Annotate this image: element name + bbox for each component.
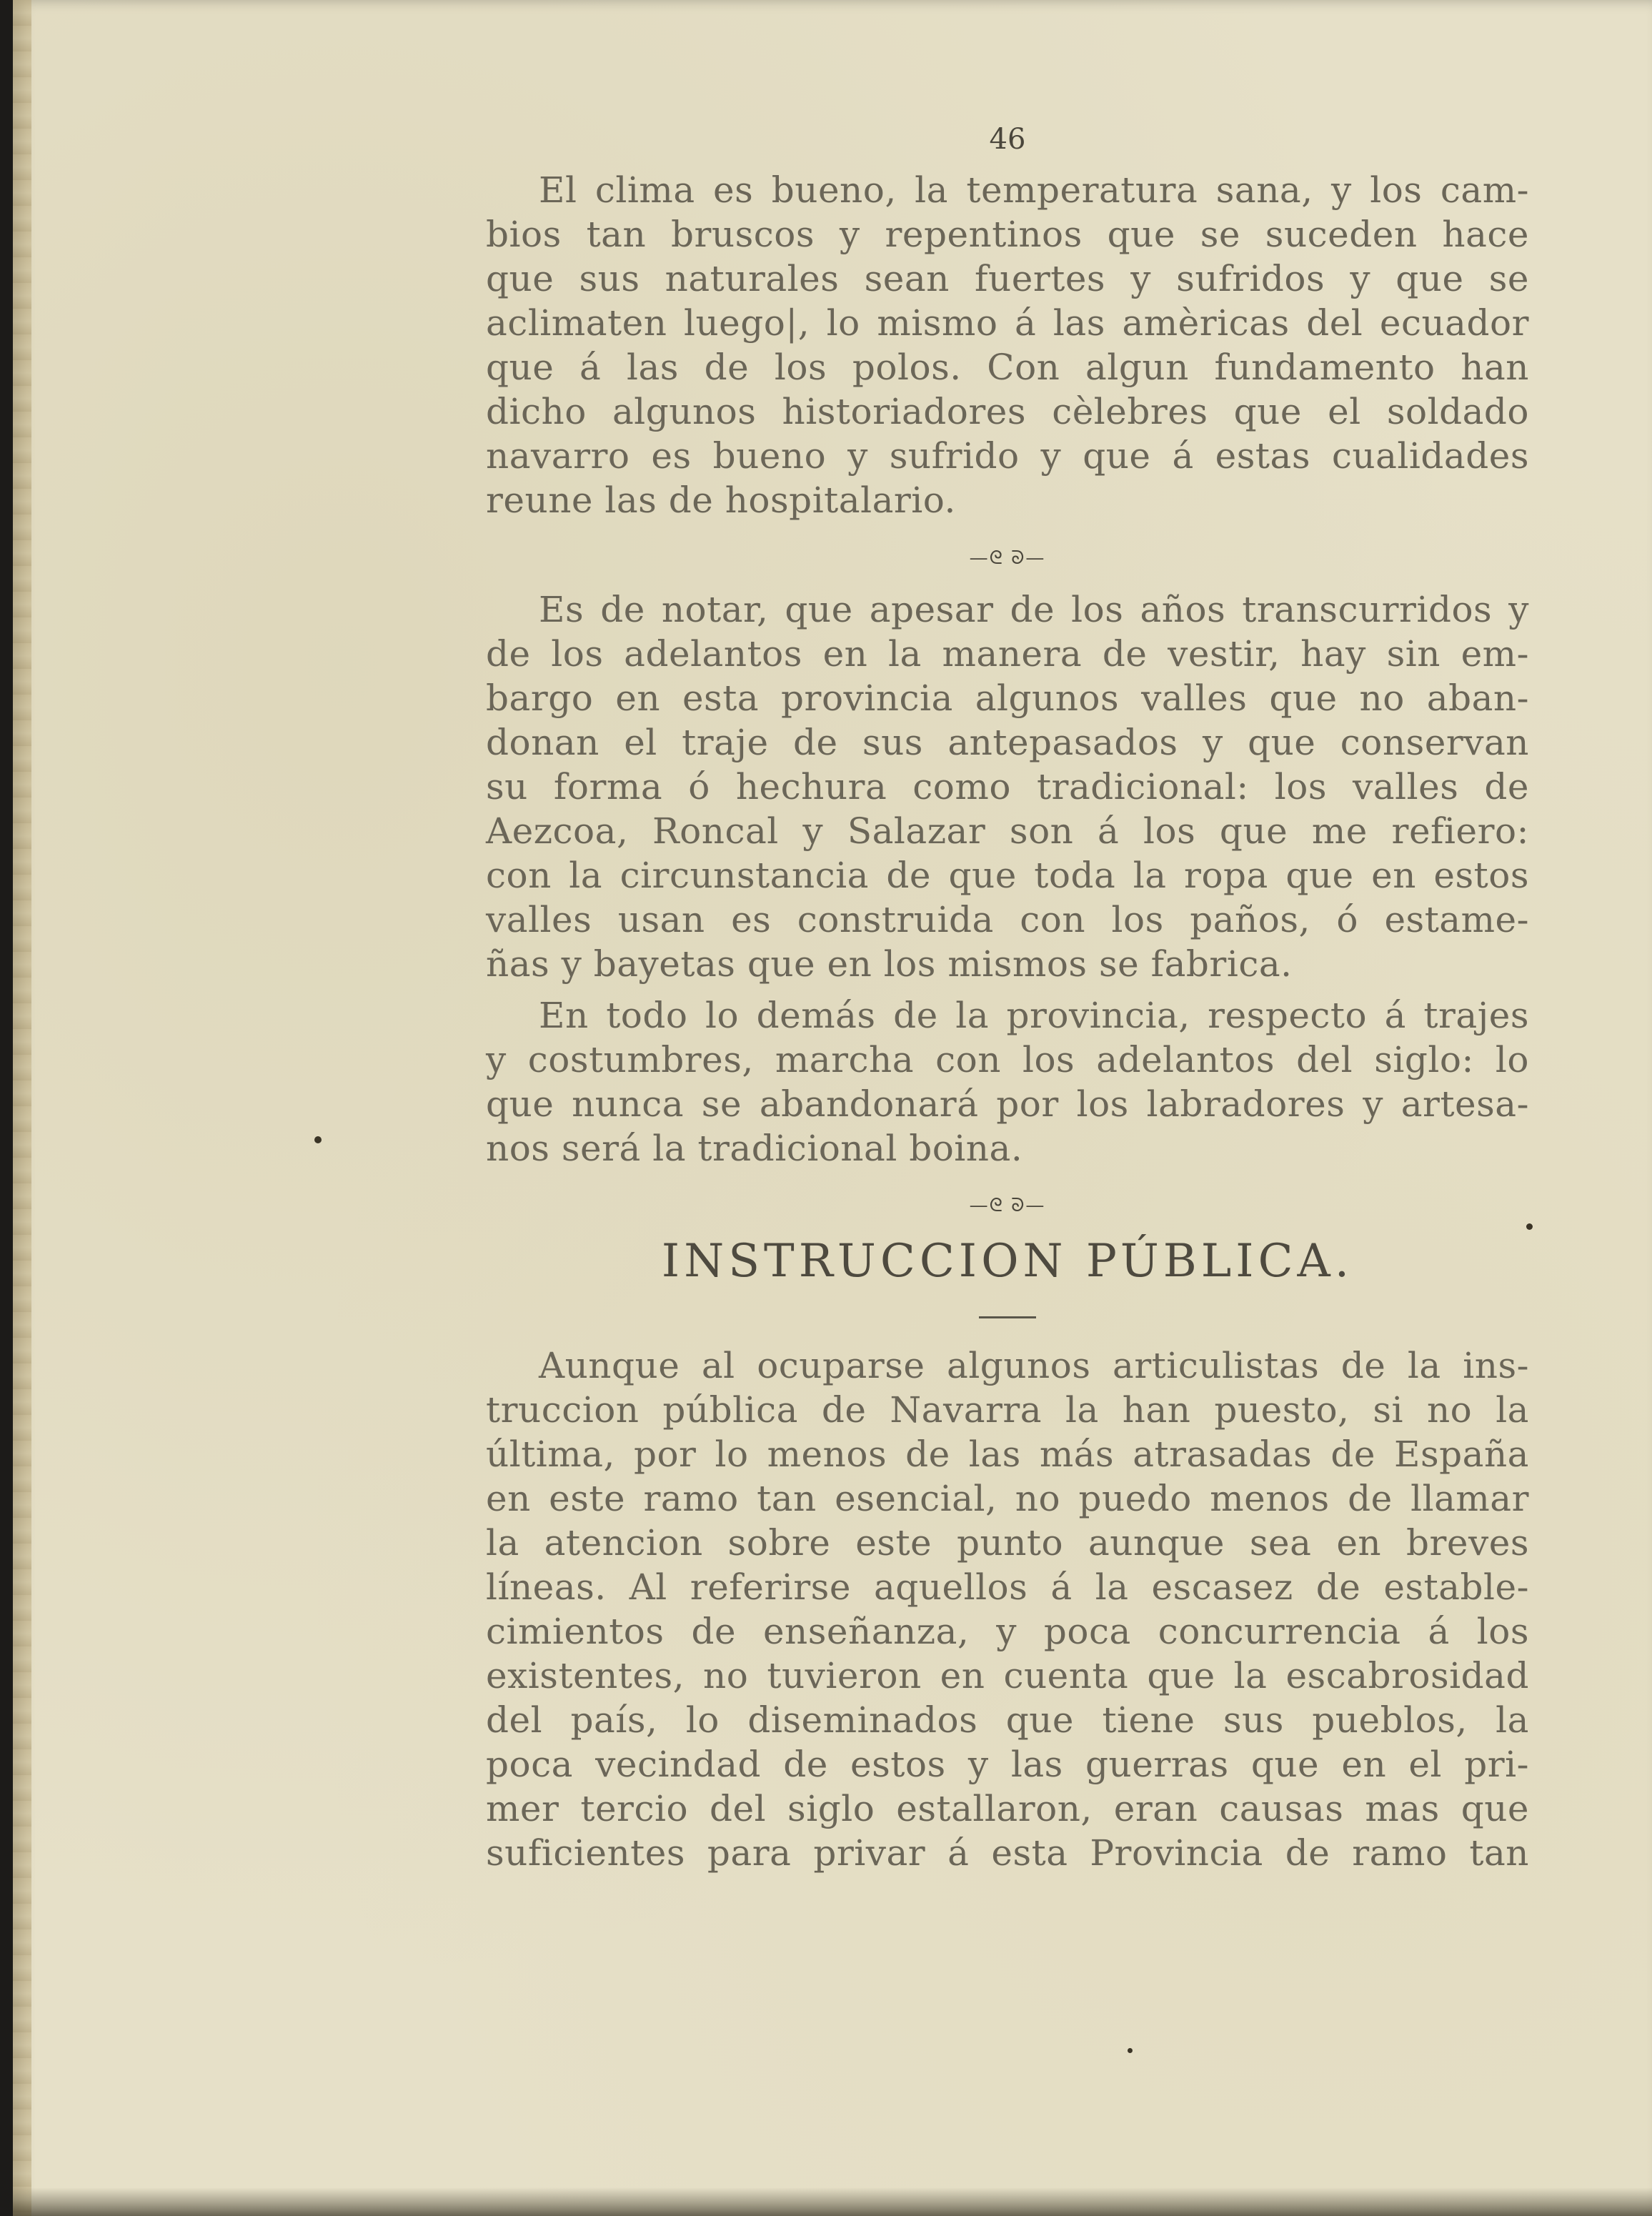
page-number: 46 bbox=[989, 123, 1026, 156]
text-line: Es de notar, que apesar de los años transcurridos y bbox=[539, 589, 1529, 630]
text-line: donan el traje de sus antepasados y que conservan bbox=[486, 722, 1529, 763]
ink-speck bbox=[1526, 1223, 1533, 1230]
text-line: que sus naturales sean fuertes y sufridos y que se bbox=[486, 258, 1529, 299]
section-ornament: —ᘓ ᘐ— bbox=[969, 1195, 1046, 1216]
ink-speck bbox=[314, 1136, 322, 1143]
section-ornament: —ᘓ ᘐ— bbox=[969, 547, 1046, 569]
text-line: poca vecindad de estos y las guerras que en el pri- bbox=[486, 1744, 1529, 1785]
text-line: en este ramo tan esencial, no puedo menos de llamar bbox=[486, 1478, 1529, 1519]
text-line: bargo en esta provincia algunos valles que no aban- bbox=[486, 677, 1529, 719]
heading-rule bbox=[979, 1316, 1036, 1318]
paragraph-customs bbox=[486, 993, 1529, 1171]
text-line: dicho algunos historiadores cèlebres que el soldado bbox=[486, 391, 1529, 432]
text-line: y costumbres, marcha con los adelantos del siglo: lo bbox=[486, 1039, 1529, 1080]
text-line: truccion pública de Navarra la han puesto, si no la bbox=[486, 1389, 1529, 1431]
text-line: aclimaten luego|, lo mismo á las amèricas del ecuador bbox=[486, 302, 1529, 344]
ink-speck bbox=[1128, 2048, 1133, 2053]
text-line: valles usan es construida con los paños, ó estame- bbox=[486, 899, 1529, 940]
text-line: que nunca se abandonará por los labradores y artesa- bbox=[486, 1083, 1529, 1125]
text-line: líneas. Al referirse aquellos á la escasez de estable- bbox=[486, 1566, 1529, 1608]
text-line: Aunque al ocuparse algunos articulistas de la ins- bbox=[539, 1345, 1529, 1386]
text-line: nos será la tradicional boina. bbox=[486, 1128, 1023, 1169]
text-line: Aezcoa, Roncal y Salazar son á los que me refiero: bbox=[486, 810, 1529, 852]
paragraph-climate bbox=[486, 168, 1529, 522]
text-line: bios tan bruscos y repentinos que se suceden hace bbox=[486, 214, 1529, 255]
text-line: suficientes para privar á esta Provincia de ramo tan bbox=[486, 1832, 1529, 1874]
paragraph-dress bbox=[486, 587, 1529, 986]
text-line: existentes, no tuvieron en cuenta que la escabrosidad bbox=[486, 1655, 1529, 1696]
section-heading: INSTRUCCION PÚBLICA. bbox=[661, 1235, 1354, 1288]
text-line: cimientos de enseñanza, y poca concurrencia á los bbox=[486, 1611, 1529, 1652]
text-line: de los adelantos en la manera de vestir, hay sin em- bbox=[486, 633, 1529, 675]
text-line: que á las de los polos. Con algun fundamento han bbox=[486, 347, 1529, 388]
text-line: ñas y bayetas que en los mismos se fabrica. bbox=[486, 943, 1293, 985]
text-line: navarro es bueno y sufrido y que á estas cualidades bbox=[486, 435, 1529, 477]
text-line: la atencion sobre este punto aunque sea en breves bbox=[486, 1522, 1529, 1564]
text-line: reune las de hospitalario. bbox=[486, 480, 956, 521]
text-line: última, por lo menos de las más atrasadas de España bbox=[486, 1434, 1529, 1475]
text-line: El clima es bueno, la temperatura sana, y los cam- bbox=[539, 169, 1529, 211]
text-line: del país, lo diseminados que tiene sus pueblos, la bbox=[486, 1699, 1529, 1741]
book-page bbox=[13, 0, 1652, 2216]
text-line: mer tercio del siglo estallaron, eran causas mas que bbox=[486, 1788, 1529, 1829]
text-line: con la circunstancia de que toda la ropa que en estos bbox=[486, 855, 1529, 896]
paragraph-instruction bbox=[486, 1343, 1529, 1875]
text-line: su forma ó hechura como tradicional: los valles de bbox=[486, 766, 1529, 808]
text-line: En todo lo demás de la provincia, respecto á trajes bbox=[539, 995, 1529, 1036]
